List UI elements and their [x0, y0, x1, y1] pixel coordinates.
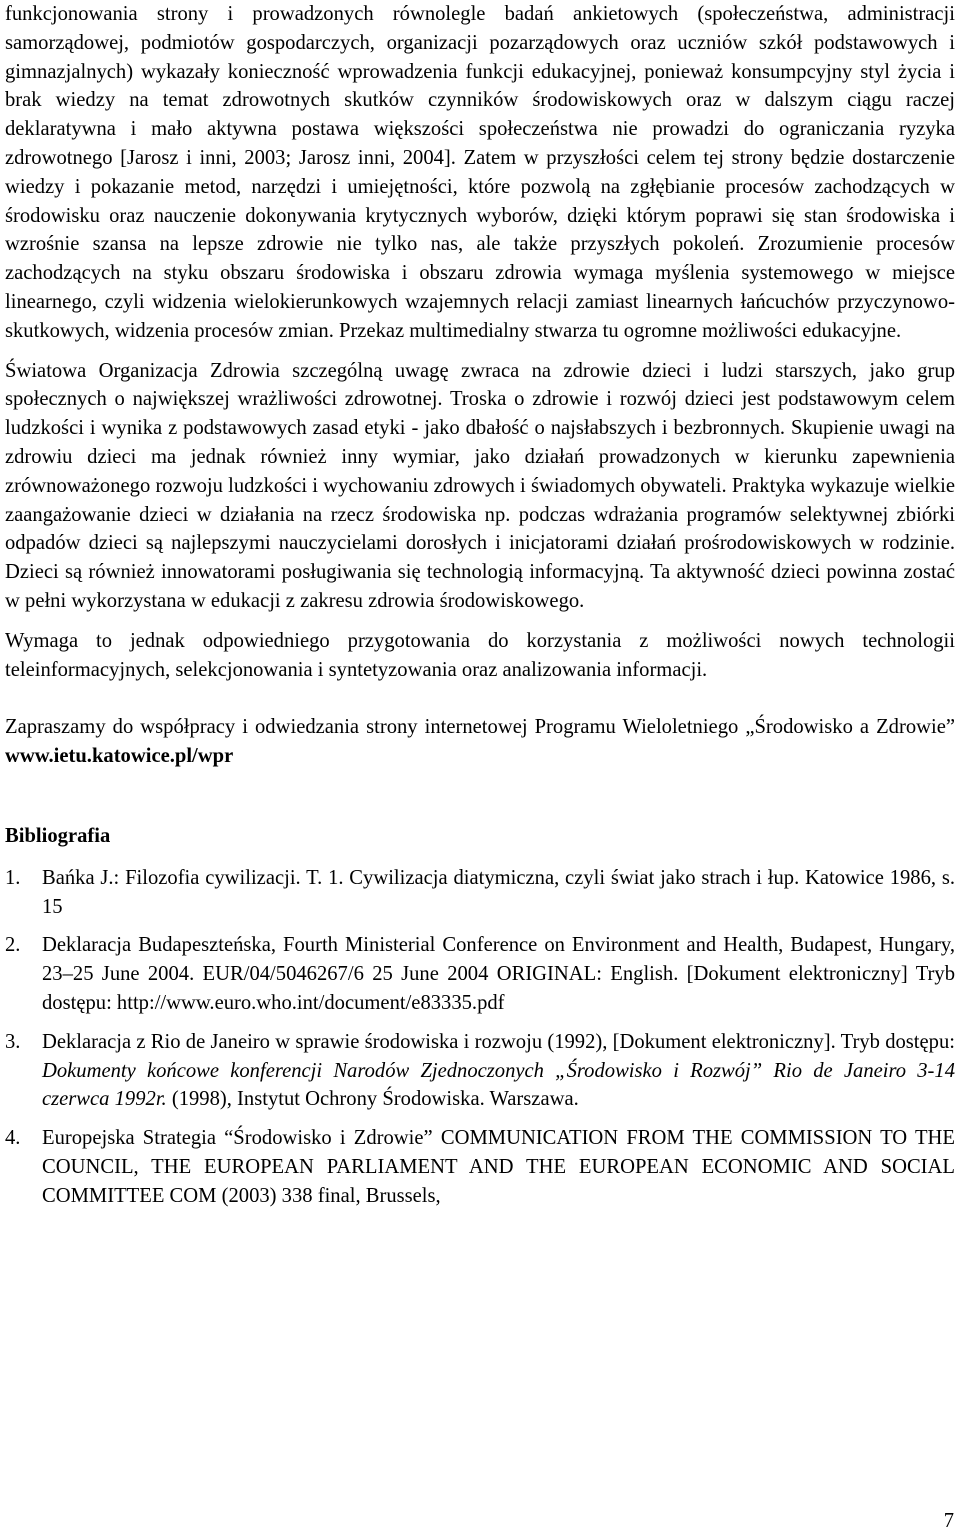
item-number: 2.: [5, 934, 21, 957]
item-number: 3.: [5, 1030, 21, 1053]
paragraph-1: funkcjonowania strony i prowadzonych równolegle badań ankietowych (społeczeństwa, administracji samorządowej, podmiotów gospodarczych, organizacji pozarządowych oraz uczniów szkół podstawowych i gimnazjalnych) wykazały konieczność wprowadzenia funkcji edukacyjnej, ponieważ konsumpcyjny styl życia i brak wiedzy na temat zdrowotnych skutków czynników środowiskowych oraz w dalszym ciągu raczej deklaratywna i mało aktywna postawa większości społeczeństwa nie prowadzi do ograniczania ryzyka zdrowotnego [Jarosz i inni, 2003; Jarosz inni, 2004]. Zatem w przyszłości celem tej strony będzie dostarczenie wiedzy i pokazanie metod, narzędzi i umiejętności, które pozwolą na zgłębianie procesów zachodzących w środowisku oraz nauczenie dokonywania krytycznych wyborów, dzięki którym poprawi się stan środowiska i wzrośnie szansa na lepsze zdrowie nie tylko nas, ale także przyszłych pokoleń. Zrozumienie procesów zachodzących na styku obszaru środowiska i obszaru zdrowia wymaga myślenia systemowego w miejsce linearnego, czyli widzenia wielokierunkowych wzajemnych relacji zamiast linearnych łańcuchów przyczynowo-skutkowych, widzenia procesów zmian. Przekaz multimedialny stwarza tu ogromne możliwości edukacyjne.: [5, 3, 955, 342]
item-text: Europejska Strategia “Środowisko i Zdrowie” COMMUNICATION FROM THE COMMISSION TO THE COUNCIL, THE EUROPEAN PARLIAMENT AND THE EUROPEAN ECONOMIC AND SOCIAL COMMITTEE COM (2003) 338 final, Brussels,: [42, 1127, 955, 1207]
item-text-continued: (1998), Instytut Ochrony Środowiska. Warszawa.: [166, 1088, 579, 1111]
paragraph-3: Wymaga to jednak odpowiedniego przygotowania do korzystania z możliwości nowych technologii teleinformacyjnych, selekcjonowania i syntetyzowania oraz analizowania informacji.: [5, 629, 955, 681]
item-text: Deklaracja Budapeszteńska, Fourth Ministerial Conference on Environment and Health, Budapest, Hungary, 23–25 June 2004. EUR/04/5046267/6 25 June 2004 ORIGINAL: English. [Dokument elektroniczny] Tryb dostępu: http://www.euro.who.int/document/e83335.pdf: [42, 934, 955, 1014]
item-number: 4.: [5, 1127, 21, 1150]
page-number: 7: [943, 1510, 954, 1532]
bibliography-item: [5, 1124, 955, 1210]
document-page: [5, 0, 955, 1210]
bibliography-item: [5, 931, 955, 1017]
paragraph-4: [5, 713, 955, 771]
item-text: Bańka J.: Filozofia cywilizacji. T. 1. Cywilizacja diatymiczna, czyli świat jako strach i łup. Katowice 1986, s. 15: [42, 866, 955, 918]
invitation-text: Zapraszamy do współpracy i odwiedzania strony internetowej Programu Wieloletniego „Środowisko a Zdrowie”: [5, 716, 955, 739]
item-text: Deklaracja z Rio de Janeiro w sprawie środowiska i rozwoju (1992), [Dokument elektroniczny]. Tryb dostępu:: [42, 1030, 955, 1053]
item-number: 1.: [5, 866, 21, 889]
bibliography-item: [5, 864, 955, 922]
bibliography-heading: Bibliografia: [5, 824, 111, 847]
website-link[interactable]: www.ietu.katowice.pl/wpr: [5, 745, 234, 768]
bibliography-item: [5, 1028, 955, 1114]
bibliography-list: [5, 864, 955, 1211]
item-italic-title: Dokumenty końcowe konferencji Narodów Zjednoczonych „Środowisko i Rozwój” Rio de Janeiro 3-14 czerwca 1992r.: [42, 1059, 955, 1111]
paragraph-2: Światowa Organizacja Zdrowia szczególną uwagę zwraca na zdrowie dzieci i ludzi starszych, jako grup społecznych o największej wrażliwości zdrowotnej. Troska o zdrowie i rozwój dzieci jest podstawowym celem ludzkości i wynika z podstawowych zasad etyki - jako dbałość o najsłabszych i bezbronnych. Skupienie uwagi na zdrowiu dzieci ma jednak również inny wymiar, jako działań prowadzonych w kierunku zapewnienia zrównoważonego rozwoju ludzkości i wychowaniu zdrowych i świadomych obywateli. Praktyka wykazuje wielkie zaangażowanie dzieci w działania na rzecz środowiska np. podczas wdrażania programów selektywnej zbiórki odpadów dzieci są najlepszymi nauczycielami dorosłych i inicjatorami działań prośrodowiskowych w rodzinie. Dzieci są również innowatorami posługiwania się technologią informacyjną. Ta aktywność dzieci powinna zostać w pełni wykorzystana w edukacji z zakresu zdrowia środowiskowego.: [5, 359, 955, 612]
